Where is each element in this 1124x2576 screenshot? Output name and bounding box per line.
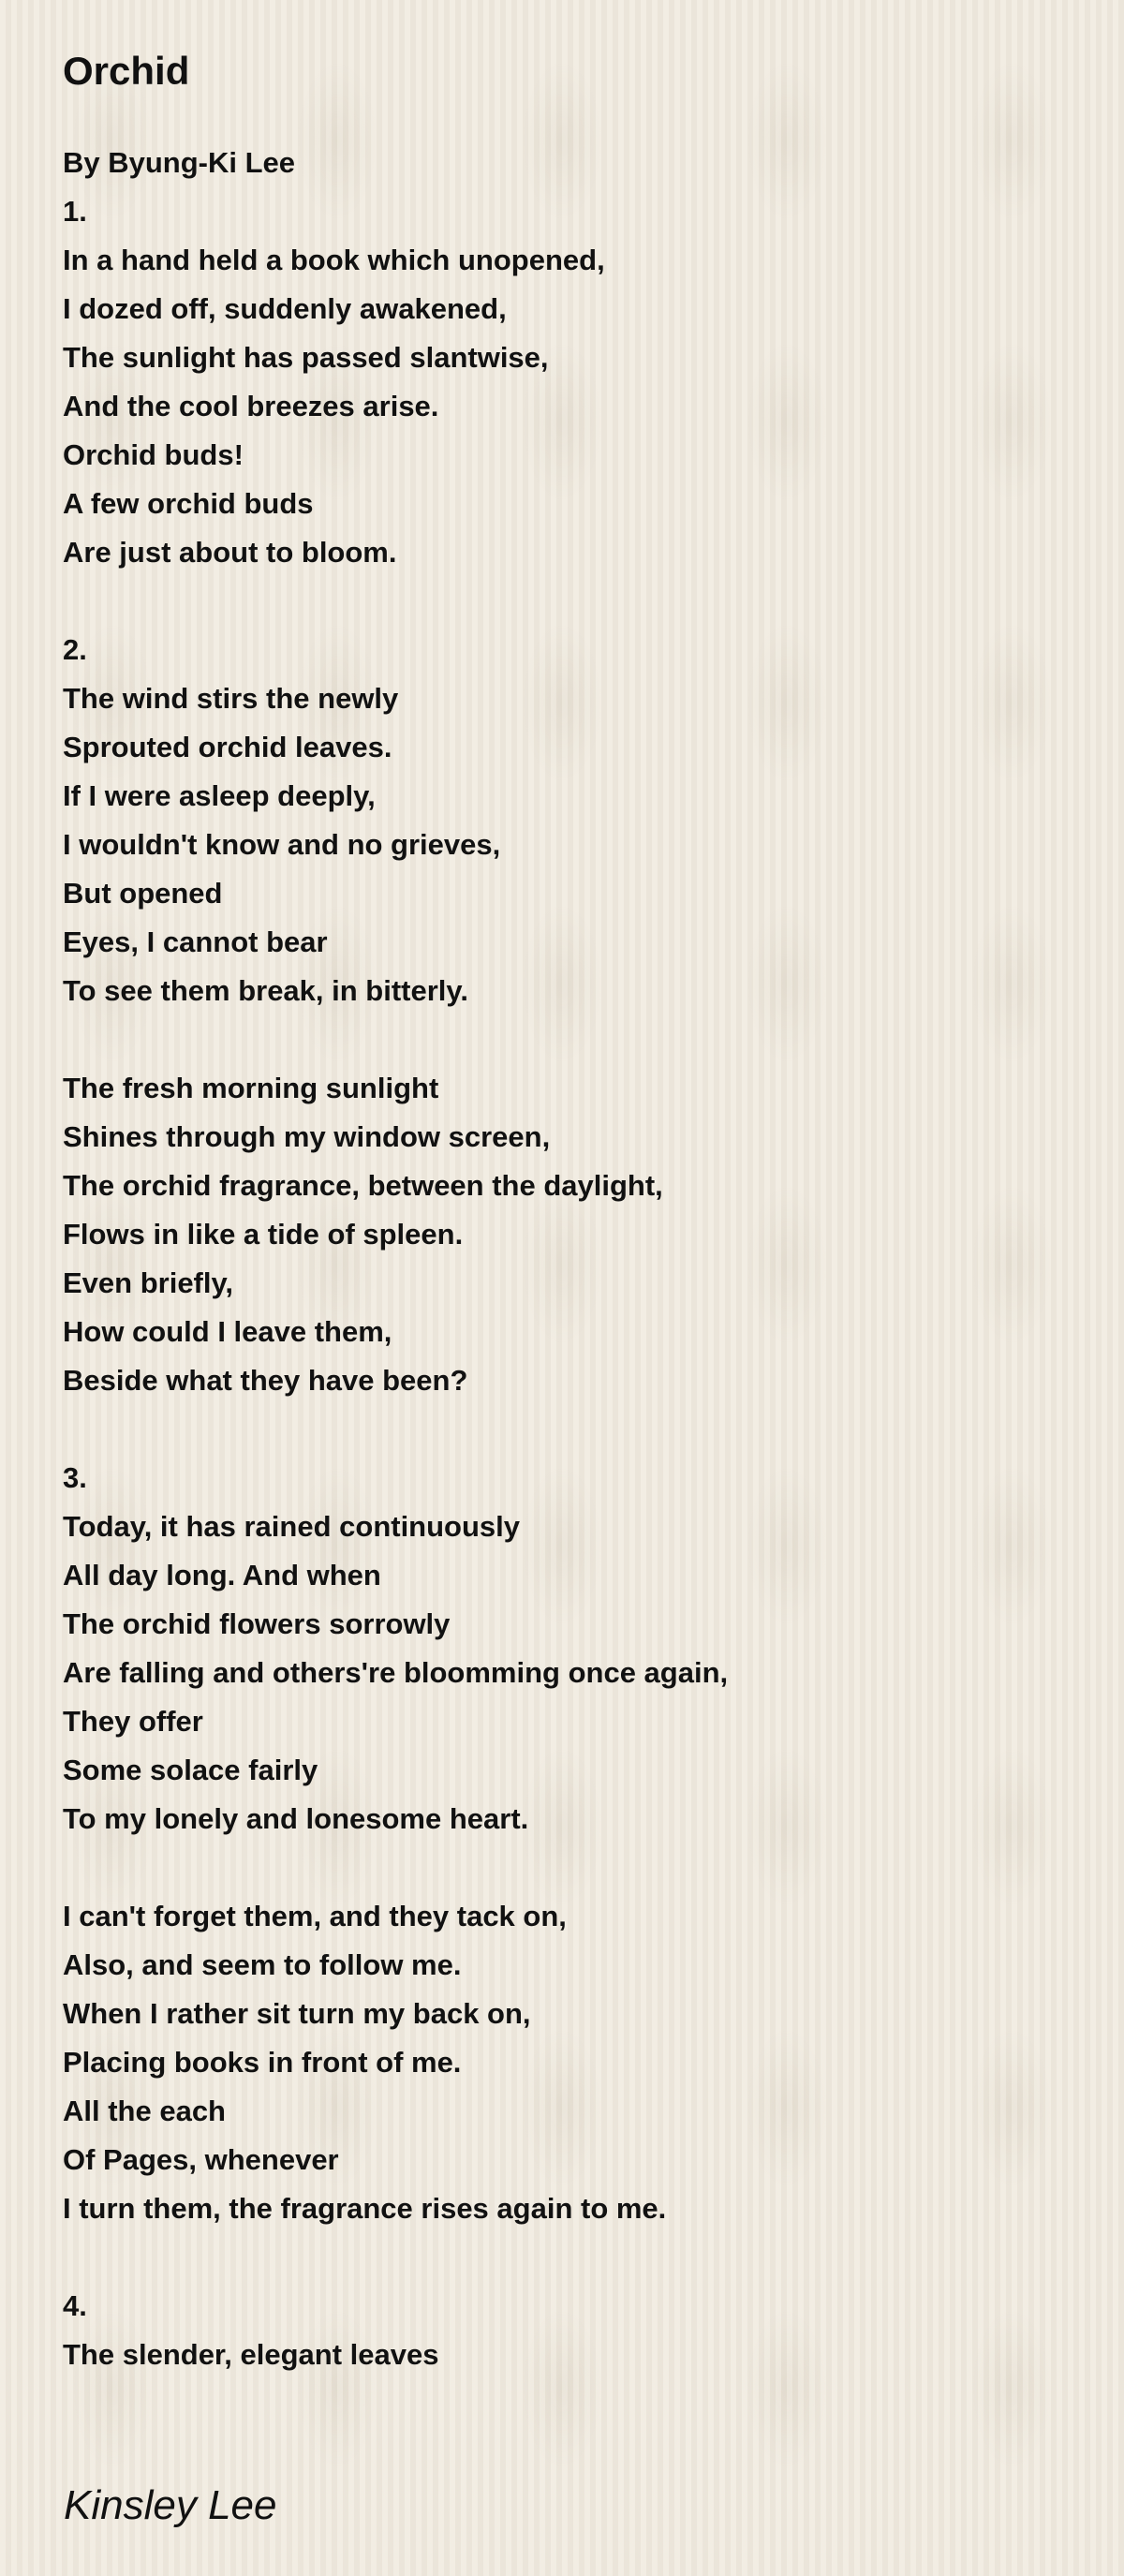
poem-line: How could I leave them, (63, 1315, 392, 1348)
poem-line: Of Pages, whenever (63, 2143, 339, 2176)
poem-line: Also, and seem to follow me. (63, 1948, 462, 1981)
poem-line: Orchid buds! (63, 438, 244, 471)
poem-lines (63, 187, 1056, 2379)
poem-line: All day long. And when (63, 1559, 381, 1591)
poem-line: Beside what they have been? (63, 1364, 468, 1397)
poem-title: Orchid (63, 49, 190, 93)
poem-line: 2. (63, 633, 87, 666)
poem-line: Shines through my window screen, (63, 1120, 551, 1153)
poem-line: Today, it has rained continuously (63, 1510, 521, 1543)
poem-line: I dozed off, suddenly awakened, (63, 292, 507, 325)
poem-line: To my lonely and lonesome heart. (63, 1802, 529, 1835)
poem-line: Sprouted orchid leaves. (63, 731, 392, 763)
poem-line: The sunlight has passed slantwise, (63, 341, 549, 374)
poem-line: But opened (63, 877, 223, 910)
poem-line: I wouldn't know and no grieves, (63, 828, 501, 861)
poem-line: And the cool breezes arise. (63, 390, 439, 422)
stanza-break (63, 1015, 1056, 1064)
poem-body (63, 139, 1056, 2379)
poem-line: In a hand held a book which unopened, (63, 244, 605, 276)
poem-line: To see them break, in bitterly. (63, 974, 468, 1007)
poem-line: When I rather sit turn my back on, (63, 1997, 531, 2030)
poem-line: Are just about to bloom. (63, 536, 397, 569)
signature: Kinsley Lee (64, 2482, 277, 2528)
poem-line: Some solace fairly (63, 1754, 318, 1786)
poem-line: I turn them, the fragrance rises again to me. (63, 2192, 667, 2225)
poem-line: Eyes, I cannot bear (63, 925, 328, 958)
poem-line: 3. (63, 1461, 87, 1494)
poem-line: The wind stirs the newly (63, 682, 399, 715)
poem-line: All the each (63, 2095, 226, 2127)
poem-line: The slender, elegant leaves (63, 2338, 439, 2371)
stanza-break (63, 577, 1056, 626)
stanza-break (63, 1405, 1056, 1454)
poem-line: Placing books in front of me. (63, 2046, 462, 2079)
poem-line: The fresh morning sunlight (63, 1072, 439, 1104)
poem-line: The orchid fragrance, between the daylight, (63, 1169, 663, 1202)
poem-line: 4. (63, 2289, 87, 2322)
poem-line: Even briefly, (63, 1266, 234, 1299)
poem-line: If I were asleep deeply, (63, 779, 376, 812)
poem-line: They offer (63, 1705, 203, 1738)
stanza-break (63, 1843, 1056, 1892)
poem-line: Are falling and others're bloomming once again, (63, 1656, 729, 1689)
poem-line: Flows in like a tide of spleen. (63, 1218, 464, 1251)
poem-line: 1. (63, 195, 87, 228)
poem-line: The orchid flowers sorrowly (63, 1607, 451, 1640)
poem-line: A few orchid buds (63, 487, 314, 520)
poem-byline: By Byung-Ki Lee (63, 146, 296, 179)
poem-line: I can't forget them, and they tack on, (63, 1900, 567, 1932)
stanza-break (63, 2233, 1056, 2282)
